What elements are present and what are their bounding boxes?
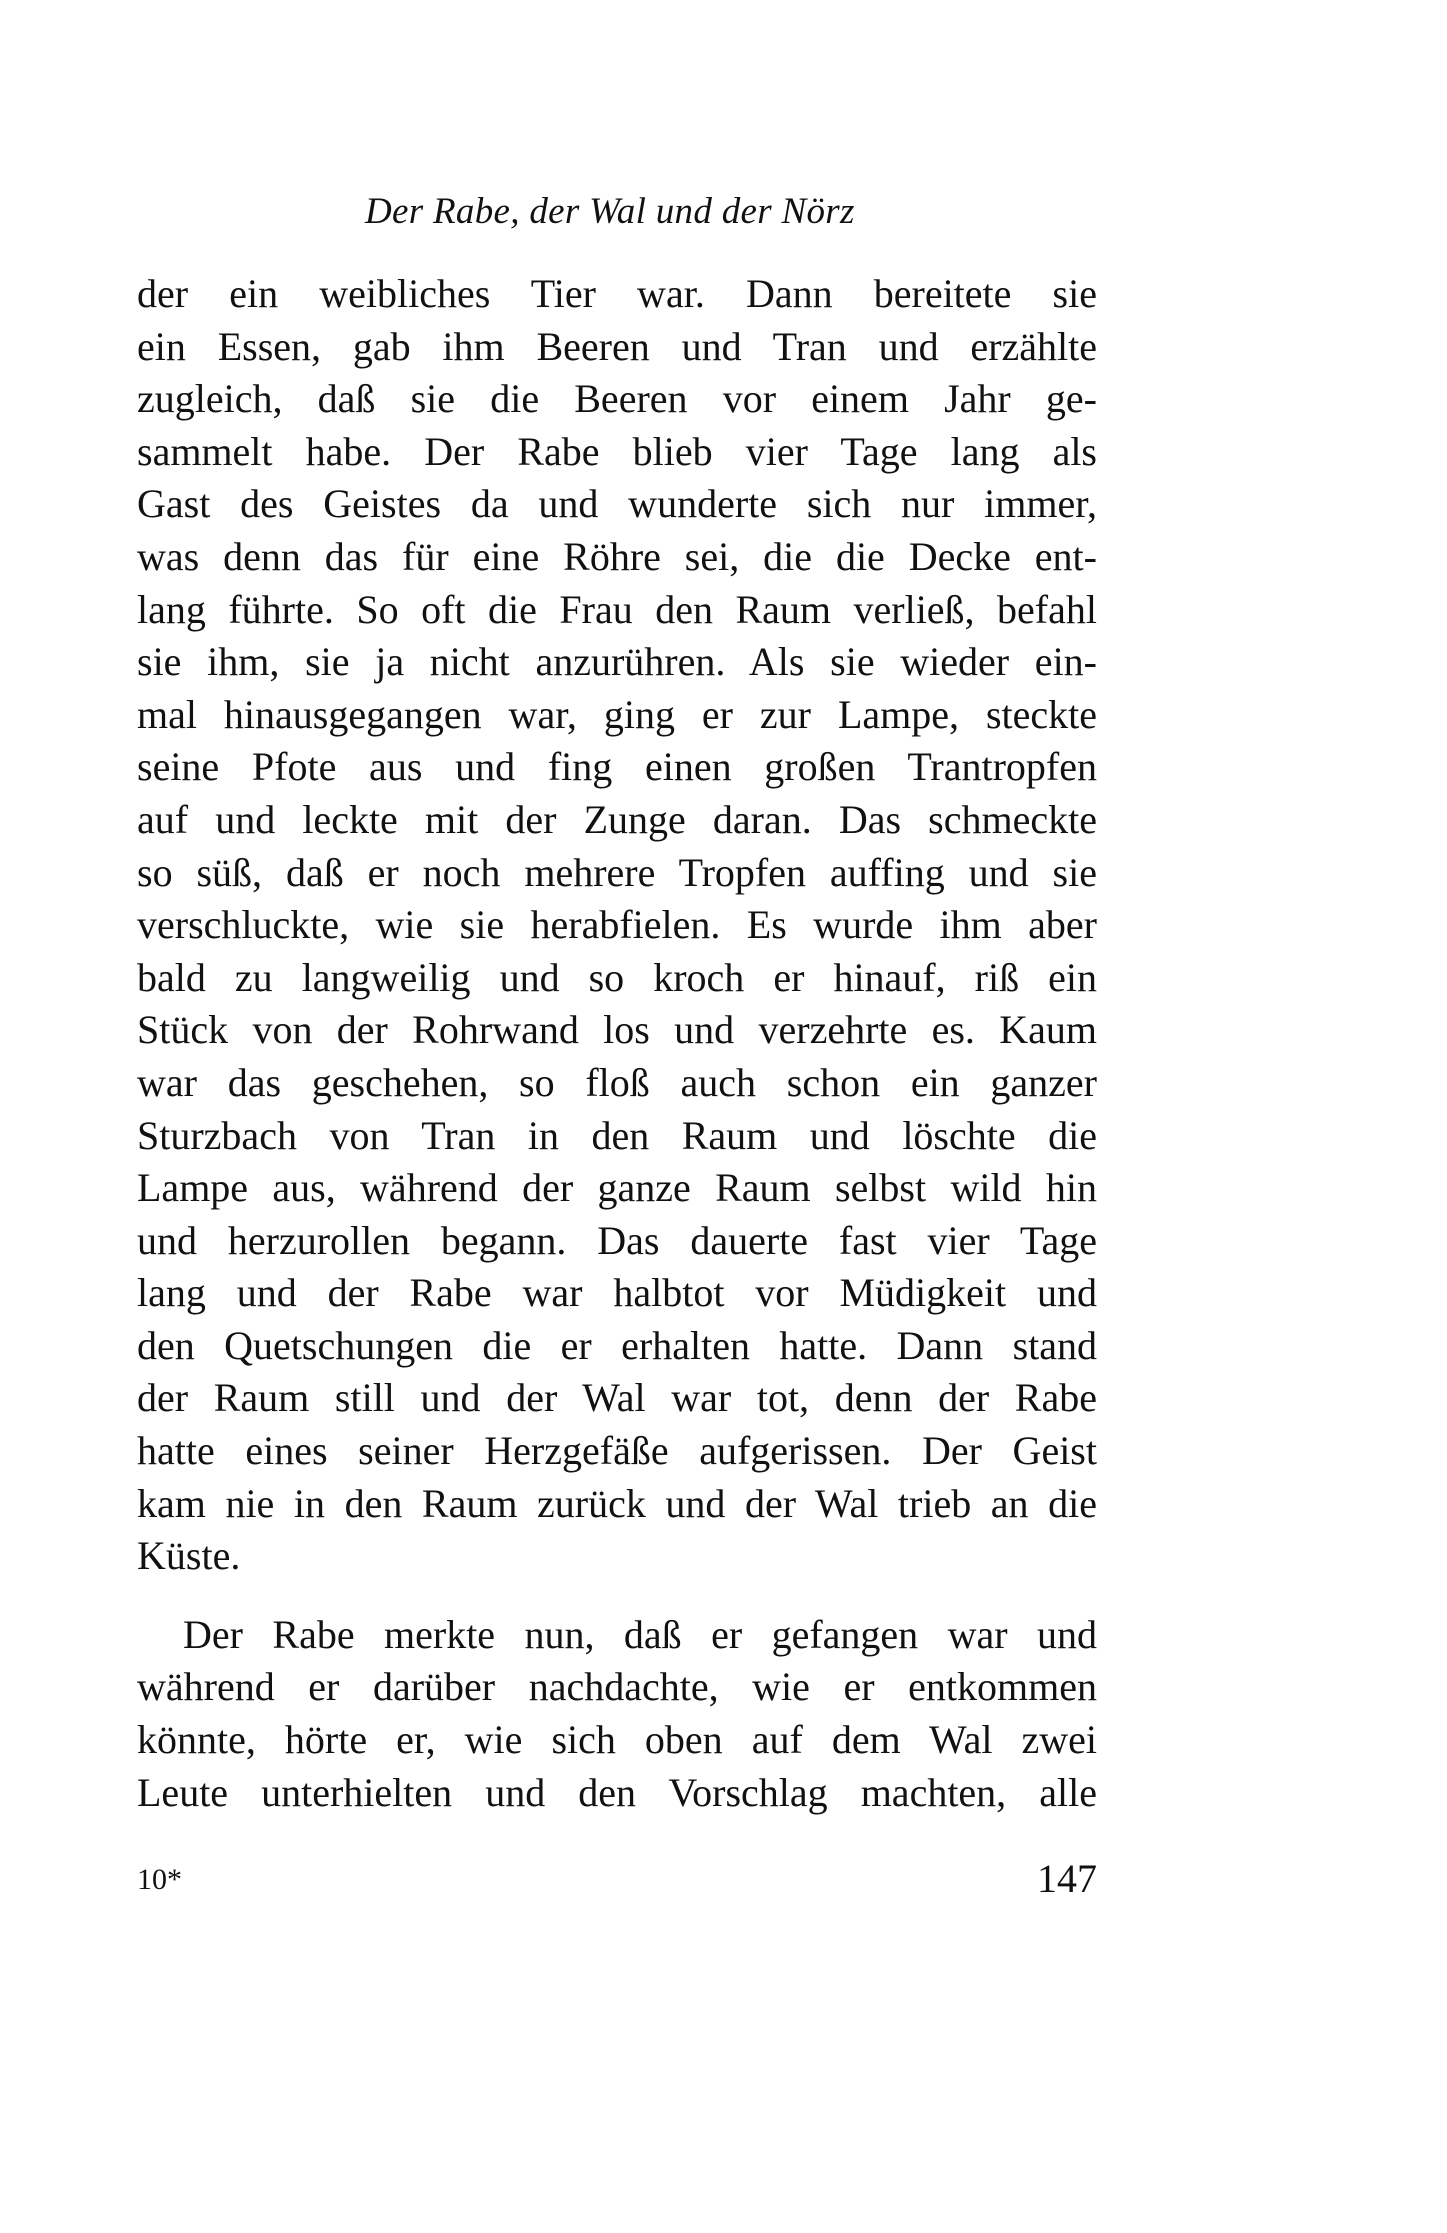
text-line: sammelt habe. Der Rabe blieb vier Tage lang als: [137, 428, 1097, 474]
text-line: mal hinausgegangen war, ging er zur Lampe, steckte: [137, 691, 1097, 737]
text-line: zugleich, daß sie die Beeren vor einem Jahr ge-: [137, 376, 1097, 422]
page-number: 147: [1037, 1856, 1097, 1901]
signature-mark: 10*: [137, 1863, 182, 1896]
body-text: [137, 268, 1097, 1819]
text-line: der ein weibliches Tier war. Dann bereitete sie: [137, 271, 1097, 316]
paragraph-gap: [137, 1583, 1097, 1609]
text-line: lang führte. So oft die Frau den Raum verließ, befahl: [137, 586, 1097, 632]
text-line: war das geschehen, so floß auch schon ein ganzer: [137, 1059, 1097, 1105]
text-line: hatte eines seiner Herzgefäße aufgerissen. Der Geist: [137, 1428, 1097, 1474]
paragraph-1: [137, 268, 1097, 1583]
text-line: den Quetschungen die er erhalten hatte. Dann stand: [137, 1322, 1097, 1368]
text-line: was denn das für eine Röhre sei, die die Decke ent-: [137, 533, 1097, 579]
text-line: verschluckte, wie sie herabfielen. Es wurde ihm aber: [137, 902, 1097, 948]
text-line: Der Rabe merkte nun, daß er gefangen war und: [183, 1611, 1097, 1657]
text-line: könnte, hörte er, wie sich oben auf dem Wal zwei: [137, 1717, 1097, 1763]
text-line: ein Essen, gab ihm Beeren und Tran und erzählte: [137, 323, 1097, 369]
paragraph-2: [137, 1609, 1097, 1819]
text-line: der Raum still und der Wal war tot, denn der Rabe: [137, 1375, 1097, 1421]
text-line: Küste.: [137, 1533, 241, 1579]
text-line: Gast des Geistes da und wunderte sich nur immer,: [137, 481, 1097, 527]
text-line: sie ihm, sie ja nicht anzurühren. Als sie wieder ein-: [137, 639, 1097, 685]
text-line: Leute unterhielten und den Vorschlag machten, alle: [137, 1769, 1097, 1815]
text-line: kam nie in den Raum zurück und der Wal trieb an die: [137, 1480, 1097, 1526]
text-line: seine Pfote aus und fing einen großen Trantropfen: [137, 744, 1097, 790]
text-line: und herzurollen begann. Das dauerte fast vier Tage: [137, 1217, 1097, 1263]
running-title: Der Rabe, der Wal und der Nörz: [365, 191, 855, 232]
text-line: Sturzbach von Tran in den Raum und löschte die: [137, 1112, 1097, 1158]
text-line: während er darüber nachdachte, wie er entkommen: [137, 1664, 1097, 1710]
text-line: lang und der Rabe war halbtot vor Müdigkeit und: [137, 1270, 1097, 1316]
text-line: bald zu langweilig und so kroch er hinauf, riß ein: [137, 954, 1097, 1000]
text-line: Lampe aus, während der ganze Raum selbst wild hin: [137, 1165, 1097, 1211]
text-line: so süß, daß er noch mehrere Tropfen auffing und sie: [137, 849, 1097, 895]
text-line: auf und leckte mit der Zunge daran. Das schmeckte: [137, 796, 1097, 842]
text-line: Stück von der Rohrwand los und verzehrte es. Kaum: [137, 1007, 1097, 1053]
